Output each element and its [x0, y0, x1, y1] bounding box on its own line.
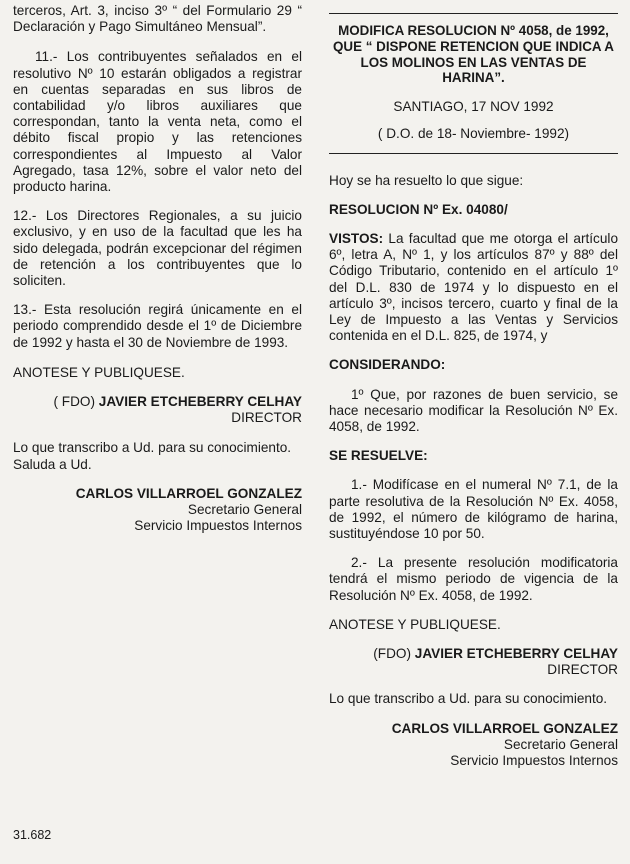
- resuelve-label: SE RESUELVE:: [329, 448, 428, 464]
- page-number: 31.682: [13, 828, 52, 842]
- bottom-rule: [329, 153, 618, 154]
- secretary-org: Servicio Impuestos Internos: [134, 518, 302, 534]
- signature-title: DIRECTOR: [547, 662, 618, 678]
- transcribe-text: Lo que transcribo a Ud. para su conocimiento.: [329, 691, 608, 707]
- resolutive-2: 2.- La presente resolución modificatoria tendrá el mismo periodo de vigencia de la Resolución Nº Ex. 4058, de 1992.: [329, 555, 618, 603]
- paragraph-13: 13.- Esta resolución regirá únicamente en el periodo comprendido desde el 1º de Diciembre de 1992 y hasta el 30 de Noviembre de 1993.: [13, 302, 302, 350]
- signature-name: JAVIER ETCHEBERRY CELHAY: [98, 394, 302, 410]
- place-date: SANTIAGO, 17 NOV 1992: [393, 99, 554, 115]
- secretary-org: Servicio Impuestos Internos: [450, 753, 618, 769]
- signature-prefix: (FDO): [373, 646, 412, 662]
- considerando-label: CONSIDERANDO:: [329, 357, 446, 373]
- resolution-number: RESOLUCION Nº Ex. 04080/: [329, 201, 508, 217]
- diario-oficial-date: ( D.O. de 18- Noviembre- 1992): [377, 126, 570, 142]
- signature-line: [13, 394, 302, 410]
- right-column: [329, 0, 618, 769]
- left-column: [13, 0, 302, 534]
- considerando-text: 1º Que, por razones de buen servicio, se hace necesario modificar la Resolución Nº Ex. 4058, de 1992.: [329, 386, 618, 435]
- paragraph-12: 12.- Los Directores Regionales, a su juicio exclusivo, y en uso de la facultad que les ha sido delegada, podrán excepcionar del régimen de retención a los contribuyentes que lo soliciten.: [13, 208, 302, 289]
- transcribe-text: Lo que transcribo a Ud. para su conocimiento. Saluda a Ud.: [13, 440, 292, 472]
- intro-text: Hoy se ha resuelto lo que sigue:: [329, 172, 524, 188]
- secretary-name: CARLOS VILLARROEL GONZALEZ: [391, 720, 618, 736]
- resolutive-1: 1.- Modifícase en el numeral Nº 7.1, de la parte resolutiva de la Resolución Nº Ex. 4058, de 1992, el número de kilógramo de harina, sustituyéndose 10 por 50.: [329, 477, 618, 542]
- closing-text: ANOTESE Y PUBLIQUESE.: [329, 616, 501, 632]
- secretary-title: Secretario General: [187, 502, 302, 518]
- continuation-text: terceros, Art. 3, inciso 3º “ del Formulario 29 “ Declaración y Pago Simultáneo Mensual”.: [13, 3, 302, 35]
- top-rule: [329, 13, 618, 14]
- signature-prefix: ( FDO): [53, 394, 96, 410]
- resolution-title: MODIFICA RESOLUCION Nº 4058, de 1992, QUE “ DISPONE RETENCION QUE INDICA A LOS MOLINOS EN LAS VENTAS DE HARINA”.: [333, 23, 614, 86]
- vistos-label: VISTOS:: [329, 231, 384, 246]
- signature-title: DIRECTOR: [231, 410, 302, 426]
- secretary-title: Secretario General: [503, 736, 618, 752]
- closing-text: ANOTESE Y PUBLIQUESE.: [13, 364, 185, 380]
- signature-name: JAVIER ETCHEBERRY CELHAY: [414, 646, 618, 662]
- vistos-text: La facultad que me otorga el artículo 6º, letra A, Nº 1, y los artículos 87º y 88º del Código Tributario, contenido en el artículo 1º del D.L. 830 de 1974 y lo dispuesto en el artículo 3º, incisos tercero, cuarto y final de la Ley de Impuesto a las Ventas y Servicios contenida en el D.L. 825, de 1974, y: [329, 231, 618, 344]
- secretary-name: CARLOS VILLARROEL GONZALEZ: [75, 485, 302, 501]
- vistos-paragraph: [329, 231, 618, 344]
- paragraph-11: 11.- Los contribuyentes señalados en el resolutivo Nº 10 estarán obligados a registrar en cuentas separadas en sus libros de contabilidad y/o libros auxiliares que correspondan, tanto la venta neta, como el débito fiscal propio y las retenciones correspondientes al Impuesto al Valor Agregado, tasa 12%, sobre el valor neto del producto harina.: [13, 49, 302, 195]
- signature-line: [329, 646, 618, 662]
